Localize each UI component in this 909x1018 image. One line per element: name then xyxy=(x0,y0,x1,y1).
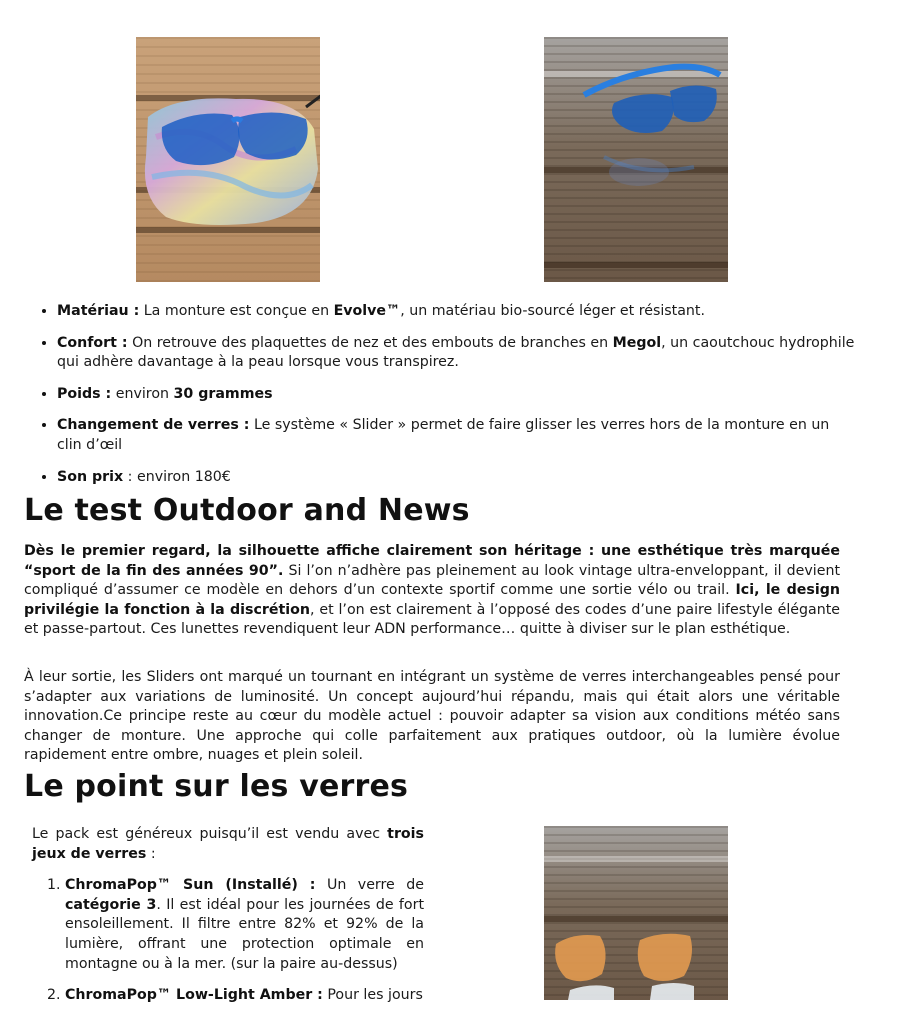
wet-glasses-illustration xyxy=(544,37,728,282)
spec-item-comfort: • Confort : On retrouve des plaquettes de nez et des embouts de branches en Megol, un caoutchouc hydrophile qui adhère davantage à la peau lorsque vous transpirez. xyxy=(57,334,857,373)
lens-item-low-light: 2. ChromaPop™ Low-Light Amber : Pour les jours xyxy=(65,986,424,1006)
spec-item-lens-change: • Changement de verres : Le système « Slider » permet de faire glisser les verres hors de la monture en un clin d’œil xyxy=(57,416,857,455)
spec-item-material: • Matériau : La monture est conçue en Evolve™, un matériau bio-sourcé léger et résistant. xyxy=(57,302,857,322)
test-paragraph-2: À leur sortie, les Sliders ont marqué un tournant en intégrant un système de verres interchangeables pensé pour s’adapter aux variations de luminosité. Un concept aujourd’hui répandu, mais qui était alors une véritable innovation.Ce principe reste au cœur du modèle actuel : pouvoir adapter sa vision aux conditions météo sans changer de monture. Une approche qui colle parfaitement aux pratiques outdoor, où la lumière évolue rapidement entre ombre, nuages et plein soleil. xyxy=(24,669,840,764)
pouch-glasses-illustration xyxy=(136,37,320,282)
photo-sunglasses-wet-wood xyxy=(544,37,728,282)
photo-lenses-set xyxy=(544,826,728,1000)
test-paragraph-1: Dès le premier regard, la silhouette affiche clairement son héritage : une esthétique très marquée “sport de la fin des années 90”. Si l’on n’adhère pas pleinement au look vintage ultra-enveloppant, il devient compliqué d’assumer ce modèle en dehors d’un contexte sportif comme une sortie vélo ou trail. Ici, le design privilégie la fonction à la discrétion, et l’on est clairement à l’opposé des codes d’une paire lifestyle élégante et passe-partout. Ces lunettes revendiquent leur ADN performance… quitte à diviser sur le plan esthétique. xyxy=(24,543,841,638)
spec-item-price: • Son prix : environ 180€ xyxy=(57,468,857,488)
lenses-list xyxy=(32,876,424,1006)
specs-list xyxy=(24,302,857,499)
lens-item-sun: 1. ChromaPop™ Sun (Installé) : Un verre de catégorie 3. Il est idéal pour les journées de fort ensoleillement. Il filtre entre 82% et 92% de la lumière, offrant une protection optimale en montagne ou à la mer. (sur la paire au-dessus) xyxy=(65,876,424,974)
spec-item-weight: • Poids : environ 30 grammes xyxy=(57,385,857,405)
lenses-intro: Le pack est généreux puisqu’il est vendu avec trois jeux de verres : xyxy=(32,826,424,862)
lenses-column xyxy=(32,825,424,1018)
section-heading-lenses: Le point sur les verres xyxy=(24,769,409,804)
section-heading-test: Le test Outdoor and News xyxy=(24,493,470,528)
photo-sunglasses-pouch xyxy=(136,37,320,282)
lenses-illustration xyxy=(544,826,728,1000)
